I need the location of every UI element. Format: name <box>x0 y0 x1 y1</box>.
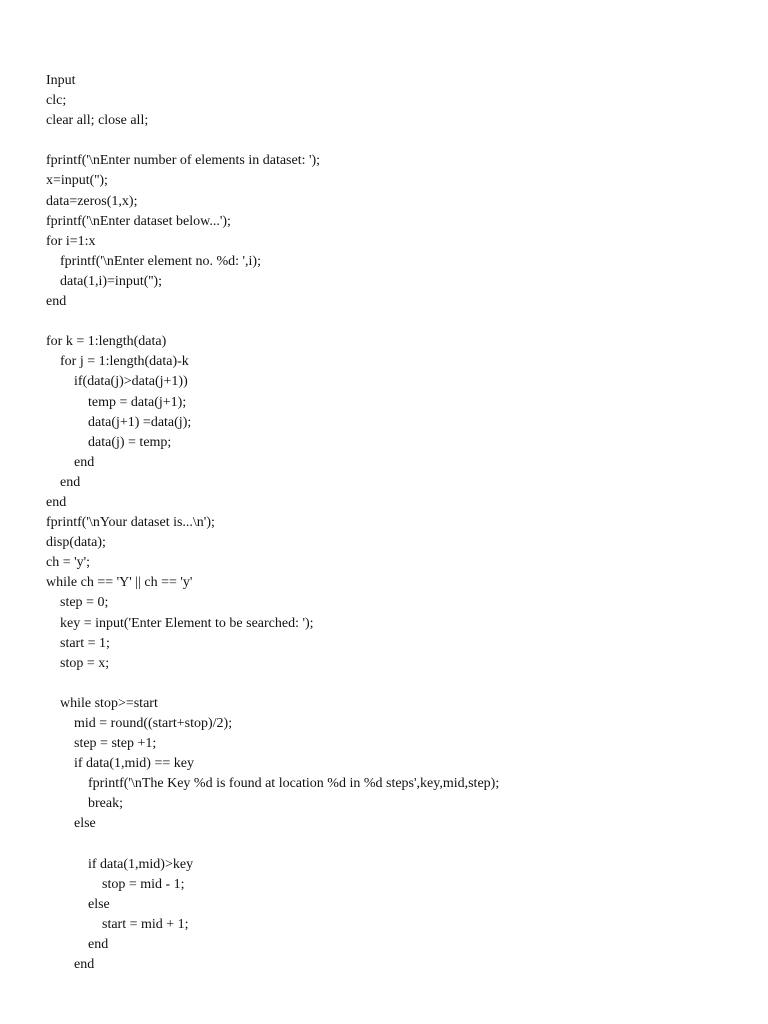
code-line <box>46 674 499 694</box>
code-line: if data(1,mid) == key <box>46 756 194 772</box>
code-line: else <box>46 896 110 912</box>
code-line: data(j) = temp; <box>46 434 172 450</box>
code-line: end <box>46 937 109 953</box>
code-line: break; <box>46 796 123 812</box>
code-line: data(1,i)=input(''); <box>46 273 162 289</box>
code-line: x=input(''); <box>46 173 108 189</box>
code-line: temp = data(j+1); <box>46 394 187 410</box>
code-line: mid = round((start+stop)/2); <box>46 716 233 731</box>
code-line: fprintf('\nThe Key %d is found at location %d in %d steps',key,mid,step); <box>46 776 500 792</box>
code-line: step = 0; <box>46 595 109 611</box>
code-line: Input <box>46 73 76 88</box>
code-line: clear all; close all; <box>46 113 149 129</box>
code-line: data(j+1) =data(j); <box>46 414 192 430</box>
code-line: data=zeros(1,x); <box>46 193 138 209</box>
code-line: end <box>46 957 95 973</box>
code-line: for j = 1:length(data)-k <box>46 354 189 370</box>
code-line: fprintf('\nYour dataset is...\n'); <box>46 515 215 531</box>
code-line: ch = 'y'; <box>46 555 91 571</box>
code-line <box>46 131 499 151</box>
code-line: end <box>46 294 67 310</box>
code-line: end <box>46 454 95 470</box>
code-line: disp(data); <box>46 535 106 551</box>
code-line: while ch == 'Y' || ch == 'y' <box>46 575 193 591</box>
code-line: if(data(j)>data(j+1)) <box>46 374 188 390</box>
code-line: fprintf('\nEnter number of elements in dataset: '); <box>46 153 321 169</box>
code-line: end <box>46 474 81 490</box>
code-line <box>46 835 499 855</box>
code-line: else <box>46 816 96 832</box>
code-line: if data(1,mid)>key <box>46 856 194 872</box>
code-line: stop = mid - 1; <box>46 876 185 892</box>
code-line: step = step +1; <box>46 736 157 752</box>
code-line: key = input('Enter Element to be searched: '); <box>46 615 314 631</box>
code-line: fprintf('\nEnter dataset below...'); <box>46 213 231 229</box>
code-line <box>46 312 499 332</box>
code-line: clc; <box>46 93 67 109</box>
code-line: stop = x; <box>46 655 110 671</box>
code-line: fprintf('\nEnter element no. %d: ',i); <box>46 253 261 269</box>
code-line: start = mid + 1; <box>46 916 189 932</box>
code-line: for k = 1:length(data) <box>46 334 167 350</box>
code-listing <box>46 71 499 975</box>
code-line: for i=1:x <box>46 233 96 249</box>
code-line: start = 1; <box>46 635 110 651</box>
code-line: while stop>=start <box>46 695 158 711</box>
code-line: end <box>46 494 67 510</box>
